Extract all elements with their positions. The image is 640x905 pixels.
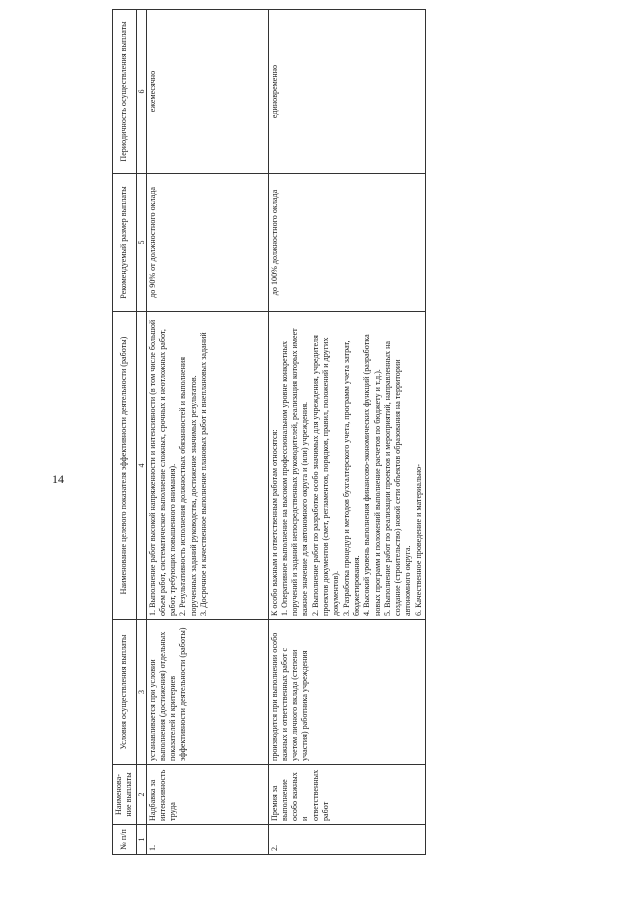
column-number: 5 bbox=[136, 174, 146, 312]
column-number: 4 bbox=[136, 312, 146, 620]
payment-period: ежемесячно bbox=[146, 10, 268, 174]
indicator-item: 2. Выполнение работ по разработке особо значимых для учреждения, учредителя проектов документов (смет, регламентов, порядков, правил, положений и других документов). bbox=[310, 335, 341, 616]
indicator-item: 3. Досрочное и качественное выполнение плановых работ и внеплановых заданий bbox=[199, 332, 209, 616]
payment-indicators bbox=[146, 312, 268, 620]
header-conditions: Условия осуществления выплаты bbox=[113, 620, 137, 765]
indicator-item: К особо важным и ответственным работам относятся: bbox=[269, 429, 279, 616]
payment-period: единовременно bbox=[268, 10, 425, 174]
indicator-item: 1. Выполнение работ высокой напряженности и интенсивности (в том числе большой объем работ, систематическое выполнение сложных, срочных и неотложных работ, работ, требующих повышенного внимания). bbox=[147, 319, 178, 616]
column-number: 6 bbox=[136, 10, 146, 174]
column-number: 2 bbox=[136, 765, 146, 825]
payment-conditions: устанавливается при условии выполнения (достижения) отдельных показателей и критериев эффективности деятельности (работы) bbox=[146, 620, 268, 765]
indicator-item: 3. Разработка процедур и методов бухгалтерского учета, программ учета затрат, бюджетирования. bbox=[341, 340, 361, 616]
payment-name: Надбавка за интенсивность труда bbox=[146, 765, 268, 825]
payment-indicators bbox=[268, 312, 425, 620]
column-number-row bbox=[136, 10, 146, 855]
header-period: Периодичность осуществления выплаты bbox=[113, 10, 137, 174]
indicator-item: 1. Оперативное выполнение на высоком профессиональном уровне конкретных поручений и заданий непосредственных руководителей, реализация которых имеет важное значение для автономного округа и (или) учреждения. bbox=[279, 328, 310, 616]
header-num: № п/п bbox=[113, 825, 137, 855]
indicator-item: 2. Результативность исполнения должностных обязанностей и выполнения порученных заданий руководства, достижение значимых результатов. bbox=[178, 357, 198, 616]
rotated-table-container bbox=[112, 10, 617, 855]
header-name: Наименова-ние выплаты bbox=[113, 765, 137, 825]
column-number: 1 bbox=[136, 825, 146, 855]
column-number: 3 bbox=[136, 620, 146, 765]
header-row bbox=[113, 10, 137, 855]
indicator-item: 5. Выполнение работ по реализации проектов и мероприятий, направленных на создание (строительство) новой сети объектов образования на территории автономного округа. bbox=[382, 340, 413, 616]
payment-conditions: производится при выполнении особо важных и ответственных работ с учетом личного вклада (степени участия) работника учреждения bbox=[268, 620, 425, 765]
indicator-item: 4. Высокий уровень выполнения финансово-экономических функций (разработка новых программ и положений выполнение расчетов по бюджету и т.д.). bbox=[362, 334, 382, 616]
table-row bbox=[146, 10, 268, 855]
indicator-item: 6. Качественное проведение и материально- bbox=[413, 464, 423, 616]
page-number: 14 bbox=[52, 472, 64, 486]
payments-table bbox=[112, 9, 426, 855]
payment-size: до 90% от должностного оклада bbox=[146, 174, 268, 312]
table-row bbox=[268, 10, 425, 855]
row-number: 2. bbox=[268, 825, 425, 855]
header-size: Рекомендуемый размер выплаты bbox=[113, 174, 137, 312]
header-indicators: Наименование целевого показателя эффективности деятельности (работы) bbox=[113, 312, 137, 620]
row-number: 1. bbox=[146, 825, 268, 855]
payment-size: до 100% должностного оклада bbox=[268, 174, 425, 312]
payment-name: Премия за выполнение особо важных и ответственных работ bbox=[268, 765, 425, 825]
